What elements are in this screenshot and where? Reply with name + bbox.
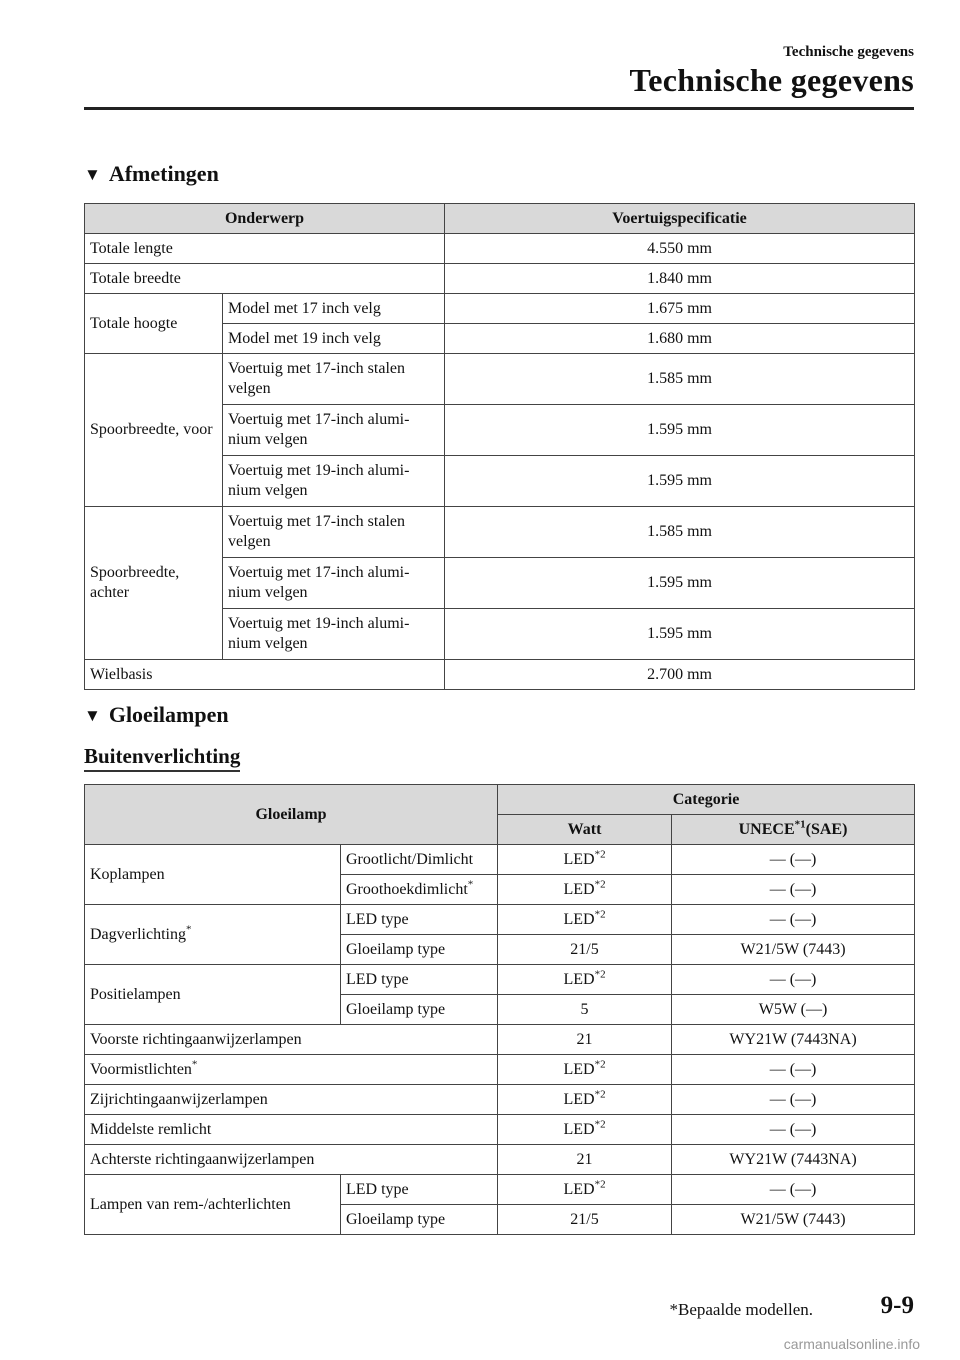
unece-value: — (—) bbox=[672, 875, 915, 905]
watt-value: 21/5 bbox=[498, 1205, 672, 1235]
row-label: Totale lengte bbox=[85, 234, 445, 264]
unece-value: W5W (—) bbox=[672, 995, 915, 1025]
footnote: *Bepaalde modellen. bbox=[669, 1300, 813, 1319]
group-label: Lampen van rem-/achterlichten bbox=[85, 1175, 341, 1235]
watt-value: LED$^{*2}$ bbox=[498, 1175, 672, 1205]
row-label: Voertuig met 19-inch alumi-nium velgen bbox=[223, 609, 445, 660]
row-label: Gloeilamp type bbox=[341, 935, 498, 965]
group-label: Spoorbreedte, achter bbox=[85, 507, 223, 660]
watt-value: 21 bbox=[498, 1025, 672, 1055]
row-value: 1.595 mm bbox=[445, 558, 915, 609]
table-row bbox=[85, 1145, 915, 1175]
col-header-subject: Onderwerp bbox=[85, 204, 445, 234]
row-label: Achterste richtingaanwijzerlampen bbox=[85, 1145, 498, 1175]
row-label: LED type bbox=[341, 965, 498, 995]
unece-value: — (—) bbox=[672, 845, 915, 875]
row-label: Voertuig met 17-inch alumi-nium velgen bbox=[223, 558, 445, 609]
row-label: Middelste remlicht bbox=[85, 1115, 498, 1145]
row-value: 1.585 mm bbox=[445, 507, 915, 558]
table-row bbox=[85, 965, 915, 995]
watt-value: 21 bbox=[498, 1145, 672, 1175]
row-value: 1.595 mm bbox=[445, 456, 915, 507]
col-header-watt: Watt bbox=[498, 815, 672, 845]
triangle-down-icon: ▼ bbox=[84, 165, 101, 184]
row-value: 1.840 mm bbox=[445, 264, 915, 294]
row-label: Gloeilamp type bbox=[341, 995, 498, 1025]
unece-value: — (—) bbox=[672, 1115, 915, 1145]
watt-value: LED$^{*2}$ bbox=[498, 905, 672, 935]
row-label: Groothoekdimlicht* bbox=[341, 875, 498, 905]
watt-value: LED$^{*2}$ bbox=[498, 1085, 672, 1115]
row-value: 2.700 mm bbox=[445, 660, 915, 690]
buitenverlichting-subheading: Buitenverlichting bbox=[84, 744, 240, 772]
unece-value: — (—) bbox=[672, 1175, 915, 1205]
row-label: Wielbasis bbox=[85, 660, 445, 690]
table-row bbox=[85, 1085, 915, 1115]
unece-value: — (—) bbox=[672, 1055, 915, 1085]
row-label: Voorste richtingaanwijzerlampen bbox=[85, 1025, 498, 1055]
col-header-lamp: Gloeilamp bbox=[85, 785, 498, 845]
row-value: 1.680 mm bbox=[445, 324, 915, 354]
table-row bbox=[85, 845, 915, 875]
group-label: Spoorbreedte, voor bbox=[85, 354, 223, 507]
group-label: Positielampen bbox=[85, 965, 341, 1025]
row-label: Model met 19 inch velg bbox=[223, 324, 445, 354]
col-header-category: Categorie bbox=[498, 785, 915, 815]
unece-value: — (—) bbox=[672, 905, 915, 935]
unece-value: — (—) bbox=[672, 1085, 915, 1115]
row-label: Gloeilamp type bbox=[341, 1205, 498, 1235]
row-label: Voertuig met 17-inch alumi-nium velgen bbox=[223, 405, 445, 456]
row-label: LED type bbox=[341, 905, 498, 935]
row-label: Voertuig met 17-inch stalen velgen bbox=[223, 507, 445, 558]
row-label: Totale breedte bbox=[85, 264, 445, 294]
afmetingen-heading: ▼ Afmetingen bbox=[84, 161, 219, 186]
table-row bbox=[85, 264, 915, 294]
unece-value: — (—) bbox=[672, 965, 915, 995]
table-row bbox=[85, 234, 915, 264]
watt-value: LED$^{*2}$ bbox=[498, 1115, 672, 1145]
row-label: Zijrichtingaanwijzerlampen bbox=[85, 1085, 498, 1115]
row-value: 1.595 mm bbox=[445, 609, 915, 660]
table-row bbox=[85, 905, 915, 935]
unece-value: WY21W (7443NA) bbox=[672, 1145, 915, 1175]
unece-value: W21/5W (7443) bbox=[672, 1205, 915, 1235]
watt-value: 21/5 bbox=[498, 935, 672, 965]
triangle-down-icon: ▼ bbox=[84, 706, 101, 725]
header-section-small: Technische gegevens bbox=[783, 44, 914, 60]
row-label: Voertuig met 19-inch alumi-nium velgen bbox=[223, 456, 445, 507]
unece-value: W21/5W (7443) bbox=[672, 935, 915, 965]
page-number: 9-9 bbox=[880, 1292, 914, 1319]
watt-value: LED$^{*2}$ bbox=[498, 965, 672, 995]
row-value: 1.585 mm bbox=[445, 354, 915, 405]
unece-value: WY21W (7443NA) bbox=[672, 1025, 915, 1055]
row-label: LED type bbox=[341, 1175, 498, 1205]
row-value: 1.595 mm bbox=[445, 405, 915, 456]
table-row bbox=[85, 1115, 915, 1145]
table-row bbox=[85, 294, 915, 324]
col-header-spec: Voertuigspecificatie bbox=[445, 204, 915, 234]
row-label: Voertuig met 17-inch stalen velgen bbox=[223, 354, 445, 405]
row-value: 4.550 mm bbox=[445, 234, 915, 264]
table-row bbox=[85, 1025, 915, 1055]
group-label: Koplampen bbox=[85, 845, 341, 905]
table-row bbox=[85, 660, 915, 690]
watt-value: LED$^{*2}$ bbox=[498, 845, 672, 875]
row-label: Model met 17 inch velg bbox=[223, 294, 445, 324]
table-row bbox=[85, 1055, 915, 1085]
table-row bbox=[85, 354, 915, 405]
dimensions-table bbox=[84, 203, 915, 690]
table-row bbox=[85, 507, 915, 558]
watt-value: LED$^{*2}$ bbox=[498, 1055, 672, 1085]
row-value: 1.675 mm bbox=[445, 294, 915, 324]
bulbs-table bbox=[84, 784, 915, 1235]
watt-value: 5 bbox=[498, 995, 672, 1025]
row-label: Voormistlichten* bbox=[85, 1055, 498, 1085]
header-rule bbox=[84, 107, 914, 110]
group-label: Totale hoogte bbox=[85, 294, 223, 354]
table-row bbox=[85, 1175, 915, 1205]
row-label: Grootlicht/Dimlicht bbox=[341, 845, 498, 875]
group-label: Dagverlichting* bbox=[85, 905, 341, 965]
page-title: Technische gegevens bbox=[629, 62, 914, 98]
watermark: carmanualsonline.info bbox=[783, 1336, 920, 1352]
col-header-unece: UNECE$^{*1}$(SAE) bbox=[672, 815, 915, 845]
watt-value: LED$^{*2}$ bbox=[498, 875, 672, 905]
gloeilampen-heading: ▼ Gloeilampen bbox=[84, 702, 229, 727]
